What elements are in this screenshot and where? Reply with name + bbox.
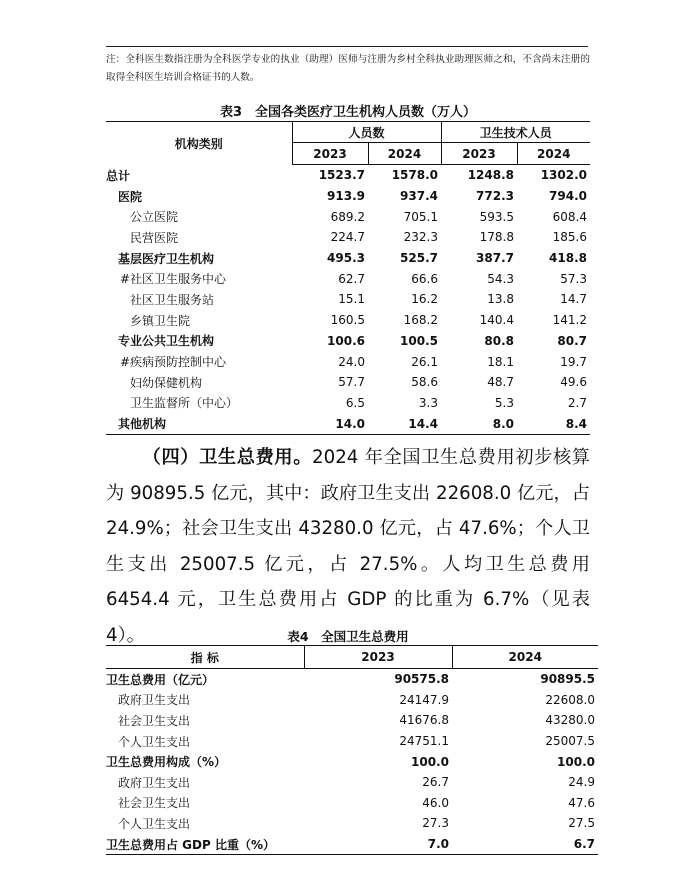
cell-value: 1523.7	[318, 168, 365, 183]
footnote: 注：全科医生数指注册为全科医学专业的执业（助理）医师与注册为乡村全科执业助理医师之和，不含尚未注册的取得全科医生培训合格证书的人数。	[106, 54, 590, 83]
cell-value: 18.1	[487, 354, 514, 369]
cell-value: 705.1	[403, 209, 438, 224]
cell-value: 1302.0	[540, 168, 587, 183]
table-row	[106, 268, 590, 289]
cell-value: 100.0	[557, 754, 595, 769]
table-row	[106, 690, 598, 711]
table-row	[106, 731, 598, 752]
cell-value: 224.7	[330, 230, 365, 245]
cell-value: 608.4	[552, 209, 587, 224]
cell-value: 58.6	[411, 375, 438, 390]
table-row	[106, 351, 590, 372]
row-label: 卫生总费用（亿元）	[106, 672, 215, 687]
cell-value: 1578.0	[391, 168, 438, 183]
cell-value: 24147.9	[399, 692, 449, 707]
row-label: 个人卫生支出	[118, 816, 191, 831]
table3-year: 2024	[517, 143, 590, 165]
health-expenditure-paragraph	[106, 440, 590, 653]
cell-value: 593.5	[479, 209, 514, 224]
table-row	[106, 710, 598, 731]
cell-value: 6.7	[452, 834, 598, 855]
table4-expenditure	[106, 645, 598, 855]
table4-year: 2024	[452, 646, 598, 669]
row-label: 卫生总费用构成（%）	[106, 755, 227, 770]
cell-value: 160.5	[330, 313, 365, 328]
cell-value: 141.2	[552, 313, 587, 328]
cell-value: 26.7	[422, 775, 449, 790]
cell-value: 22608.0	[545, 692, 595, 707]
table3-year: 2023	[292, 143, 368, 165]
cell-value: 43280.0	[545, 713, 595, 728]
row-label: 社会卫生支出	[118, 713, 191, 728]
row-label: 乡镇卫生院	[130, 313, 191, 328]
row-label: #疾病预防控制中心	[120, 355, 227, 370]
cell-value: 57.7	[338, 375, 365, 390]
table3-header-tech: 卫生技术人员	[441, 122, 590, 143]
table3-year: 2023	[441, 143, 517, 165]
cell-value: 14.7	[560, 292, 587, 307]
table4-header-indicator: 指 标	[106, 646, 304, 669]
table-row	[106, 413, 590, 434]
cell-value: 7.0	[304, 834, 452, 855]
row-label: 公立医院	[130, 210, 179, 225]
cell-value: 48.7	[487, 375, 514, 390]
cell-value: 46.0	[422, 795, 449, 810]
table3-header-staff: 人员数	[292, 122, 441, 143]
cell-value: 418.8	[549, 251, 587, 266]
cell-value: 66.6	[411, 271, 438, 286]
cell-value: 140.4	[479, 313, 514, 328]
table-row	[106, 793, 598, 814]
cell-value: 26.1	[411, 354, 438, 369]
cell-value: 14.4	[368, 413, 441, 434]
cell-value: 47.6	[568, 795, 595, 810]
cell-value: 24751.1	[399, 734, 449, 749]
cell-value: 772.3	[476, 189, 514, 204]
cell-value: 8.0	[441, 413, 517, 434]
cell-value: 54.3	[487, 271, 514, 286]
cell-value: 937.4	[400, 189, 438, 204]
cell-value: 689.2	[330, 209, 365, 224]
row-label: 社区卫生服务站	[130, 292, 215, 307]
cell-value: 16.2	[411, 292, 438, 307]
row-label: 专业公共卫生机构	[118, 334, 215, 349]
table3-header-category: 机构类别	[106, 122, 292, 165]
table-row	[106, 227, 590, 248]
cell-value: 14.0	[292, 413, 368, 434]
cell-value: 90575.8	[394, 672, 449, 687]
row-label: 政府卫生支出	[118, 775, 191, 790]
table-row	[106, 186, 590, 207]
table-row	[106, 772, 598, 793]
top-rule	[106, 46, 588, 47]
table-row	[106, 206, 590, 227]
table-row	[106, 310, 590, 331]
cell-value: 387.7	[476, 251, 514, 266]
cell-value: 100.0	[411, 754, 449, 769]
table4-year: 2023	[304, 646, 452, 669]
table3-year: 2024	[368, 143, 441, 165]
paragraph-lead: （四）卫生总费用。	[142, 447, 313, 468]
cell-value: 19.7	[560, 354, 587, 369]
row-label: 卫生监督所（中心）	[130, 396, 239, 411]
table-row	[106, 751, 598, 772]
table-row	[106, 331, 590, 352]
cell-value: 13.8	[487, 292, 514, 307]
cell-value: 168.2	[403, 313, 438, 328]
cell-value: 80.8	[484, 333, 514, 348]
cell-value: 913.9	[327, 189, 365, 204]
cell-value: 41676.8	[399, 713, 449, 728]
cell-value: 794.0	[549, 189, 587, 204]
cell-value: 5.3	[494, 395, 514, 410]
cell-value: 80.7	[557, 333, 587, 348]
paragraph-text: 2024 年全国卫生总费用初步核算为 90895.5 亿元，其中：政府卫生支出 22608.0 亿元，占 24.9%；社会卫生支出 43280.0 亿元，占 47.6%；个人卫生支出 25007.5 亿元，占 27.5%。人均卫生总费用 6454.4 元，卫生总费用占 GDP 的比重为 6.7%（见表 4）。	[106, 447, 590, 646]
cell-value: 2.7	[567, 395, 587, 410]
table-row	[106, 669, 598, 690]
cell-value: 90895.5	[540, 672, 595, 687]
row-label: 民营医院	[130, 230, 179, 245]
cell-value: 49.6	[560, 375, 587, 390]
cell-value: 27.3	[422, 816, 449, 831]
table-row	[106, 813, 598, 834]
row-label: 卫生总费用占 GDP 比重（%）	[106, 834, 304, 855]
cell-value: 8.4	[517, 413, 590, 434]
table-row	[106, 289, 590, 310]
cell-value: 57.3	[560, 271, 587, 286]
cell-value: 232.3	[403, 230, 438, 245]
cell-value: 25007.5	[545, 734, 595, 749]
cell-value: 100.5	[400, 333, 438, 348]
row-label: 基层医疗卫生机构	[118, 251, 215, 266]
cell-value: 100.6	[327, 333, 365, 348]
cell-value: 3.3	[418, 395, 438, 410]
row-label: 妇幼保健机构	[130, 375, 203, 390]
cell-value: 178.8	[479, 230, 514, 245]
cell-value: 24.0	[338, 354, 365, 369]
cell-value: 15.1	[338, 292, 365, 307]
row-label: 政府卫生支出	[118, 693, 191, 708]
cell-value: 185.6	[552, 230, 587, 245]
row-label: 总计	[106, 168, 131, 183]
table4-title: 表4 全国卫生总费用	[287, 629, 409, 644]
row-label: 医院	[118, 189, 143, 204]
table3-staff	[106, 121, 590, 435]
table-row	[106, 834, 598, 855]
cell-value: 1248.8	[467, 168, 514, 183]
cell-value: 24.9	[568, 775, 595, 790]
cell-value: 62.7	[338, 271, 365, 286]
cell-value: 525.7	[400, 251, 438, 266]
row-label: 其他机构	[106, 413, 292, 434]
row-label: 个人卫生支出	[118, 734, 191, 749]
cell-value: 495.3	[327, 251, 365, 266]
table-row	[106, 248, 590, 269]
table-row	[106, 372, 590, 393]
table3-title: 表3 全国各类医疗卫生机构人员数（万人）	[219, 105, 477, 120]
row-label: 社会卫生支出	[118, 796, 191, 811]
row-label: #社区卫生服务中心	[120, 272, 227, 287]
table-row	[106, 393, 590, 414]
cell-value: 27.5	[568, 816, 595, 831]
table-row	[106, 165, 590, 186]
cell-value: 6.5	[345, 395, 365, 410]
